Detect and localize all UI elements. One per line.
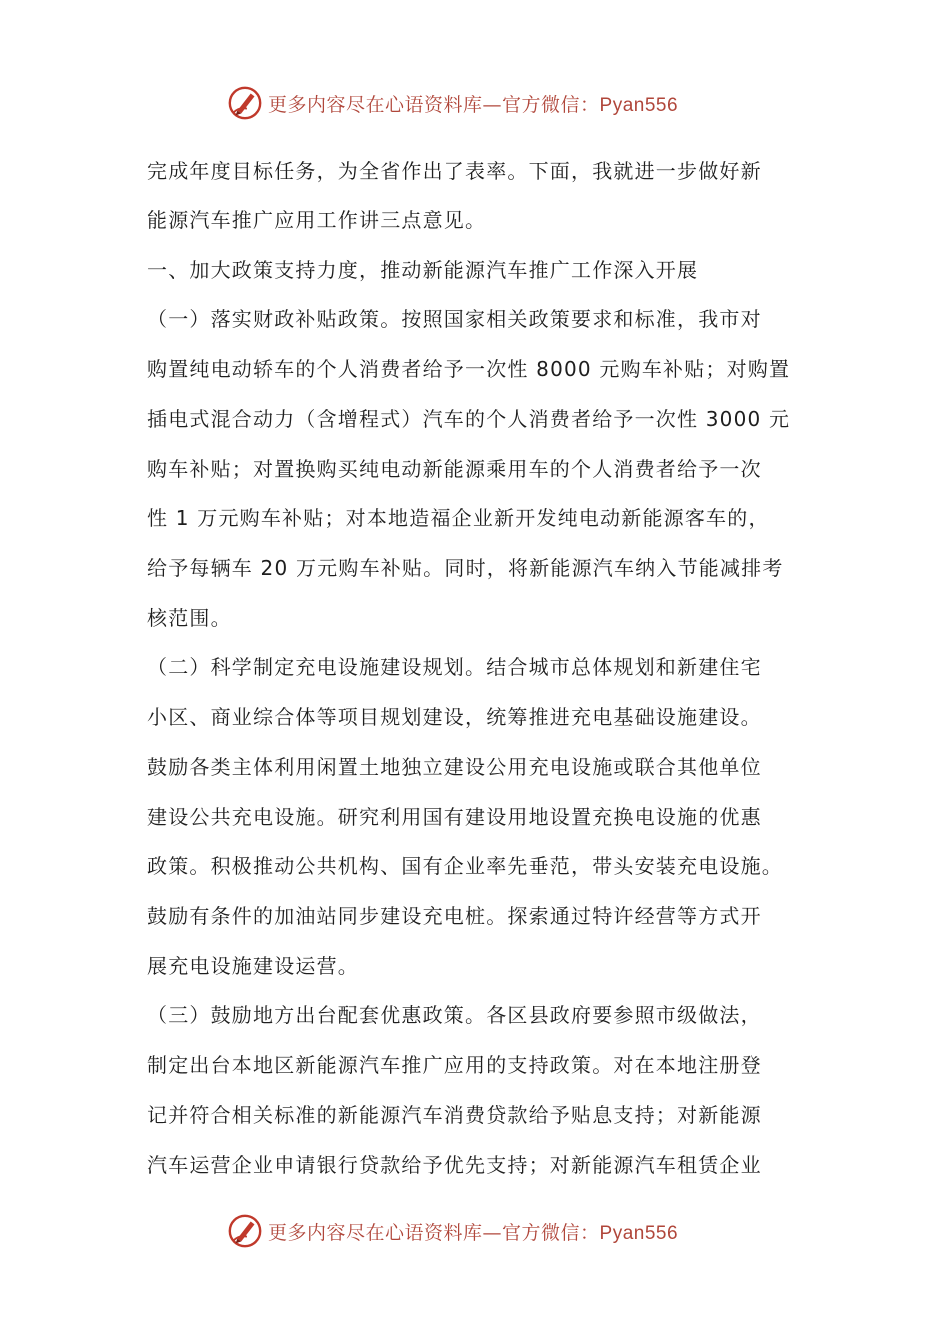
pen-logo-icon bbox=[226, 1212, 264, 1250]
text-line: （三）鼓励地方出台配套优惠政策。各区县政府要参照市级做法， bbox=[147, 1003, 762, 1027]
text-line: （二）科学制定充电设施建设规划。结合城市总体规划和新建住宅 bbox=[147, 655, 762, 679]
text-line: 能源汽车推广应用工作讲三点意见。 bbox=[147, 208, 487, 232]
section-heading: 一、加大政策支持力度，推动新能源汽车推广工作深入开展 bbox=[147, 258, 699, 282]
text-line: 鼓励有条件的加油站同步建设充电桩。探索通过特许经营等方式开 bbox=[147, 904, 762, 928]
wechat-id: Pyan556 bbox=[599, 1222, 679, 1244]
text-line: 插电式混合动力（含增程式）汽车的个人消费者给予一次性 3000 元 bbox=[147, 407, 791, 431]
text-line: 性 1 万元购车补贴；对本地造福企业新开发纯电动新能源客车的， bbox=[147, 506, 770, 530]
text-line: （一）落实财政补贴政策。按照国家相关政策要求和标准，我市对 bbox=[147, 307, 762, 331]
text-line: 购置纯电动轿车的个人消费者给予一次性 8000 元购车补贴；对购置 bbox=[147, 357, 791, 381]
text-line: 建设公共充电设施。研究利用国有建设用地设置充换电设施的优惠 bbox=[147, 805, 762, 829]
text-line: 汽车运营企业申请银行贷款给予优先支持；对新能源汽车租赁企业 bbox=[147, 1153, 762, 1177]
text-line: 鼓励各类主体利用闲置土地独立建设公用充电设施或联合其他单位 bbox=[147, 755, 762, 779]
footer-banner bbox=[226, 1211, 678, 1251]
text-line: 给予每辆车 20 万元购车补贴。同时，将新能源汽车纳入节能减排考 bbox=[147, 556, 784, 580]
header-banner bbox=[226, 83, 678, 123]
text-line: 完成年度目标任务，为全省作出了表率。下面，我就进一步做好新 bbox=[147, 159, 762, 183]
banner-text: 更多内容尽在心语资料库—官方微信：Pyan556 bbox=[268, 1221, 679, 1244]
pen-logo-icon bbox=[226, 84, 264, 122]
text-line: 购车补贴；对置换购买纯电动新能源乘用车的个人消费者给予一次 bbox=[147, 457, 762, 481]
banner-text: 更多内容尽在心语资料库—官方微信：Pyan556 bbox=[268, 93, 679, 116]
text-line: 核范围。 bbox=[147, 606, 232, 630]
text-line: 记并符合相关标准的新能源汽车消费贷款给予贴息支持；对新能源 bbox=[147, 1103, 762, 1127]
wechat-id: Pyan556 bbox=[599, 94, 679, 116]
text-line: 政策。积极推动公共机构、国有企业率先垂范，带头安装充电设施。 bbox=[147, 854, 783, 878]
text-line: 展充电设施建设运营。 bbox=[147, 954, 359, 978]
text-line: 小区、商业综合体等项目规划建设，统筹推进充电基础设施建设。 bbox=[147, 705, 762, 729]
text-line: 制定出台本地区新能源汽车推广应用的支持政策。对在本地注册登 bbox=[147, 1053, 762, 1077]
